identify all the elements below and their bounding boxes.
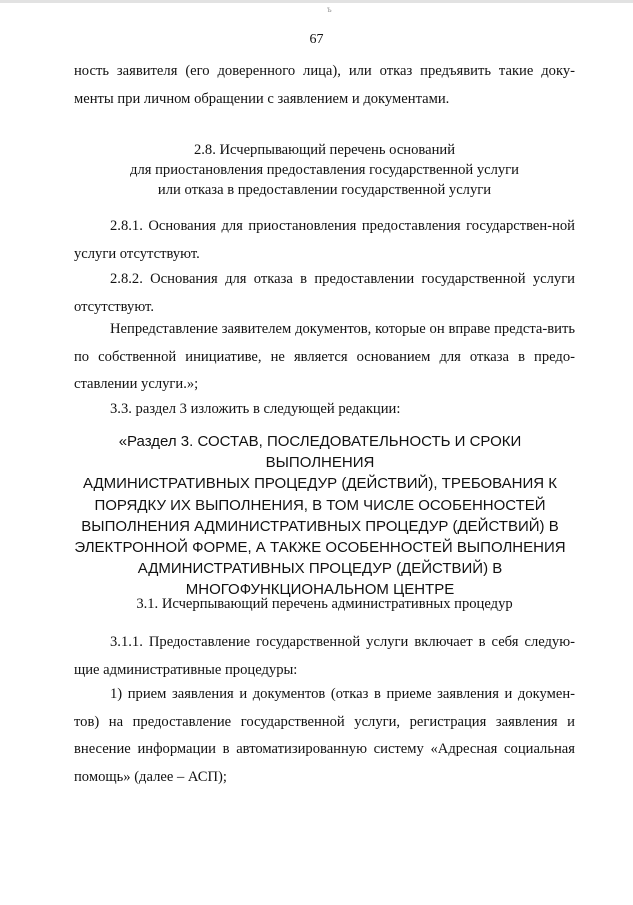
scan-edge	[0, 0, 633, 3]
paragraph: 2.8.2. Основания для отказа в предоставлении государственной услуги отсутствуют.	[74, 271, 575, 315]
paragraph: Непредставление заявителем документов, которые он вправе предста-вить по собственной инициативе, не является основанием для отказа в предо-ставлении услуги.»;	[74, 321, 575, 392]
paragraph: ность заявителя (его доверенного лица), или отказ предъявить такие доку-менты при личном обращении с заявлением и документами.	[74, 63, 575, 107]
heading-line: для приостановления предоставления государственной услуги	[130, 162, 519, 178]
section-3-1-heading	[74, 591, 575, 619]
paragraph: 1) прием заявления и документов (отказ в приеме заявления и докумен-тов) на предоставление государственной услуги, регистрация заявления и внесение информации в автоматизированную систему «Адресная социальная помощь» (далее – АСП);	[74, 686, 575, 785]
section-title-line: АДМИНИСТРАТИВНЫХ ПРОЦЕДУР (ДЕЙСТВИЙ) В	[137, 560, 503, 578]
section-title-line: ВЫПОЛНЕНИЯ АДМИНИСТРАТИВНЫХ ПРОЦЕДУР (ДЕЙСТВИЙ) В	[81, 517, 559, 535]
section-title-line: «Раздел 3. СОСТАВ, ПОСЛЕДОВАТЕЛЬНОСТЬ И СРОКИ ВЫПОЛНЕНИЯ	[118, 433, 522, 472]
scan-speck: ъ	[327, 4, 332, 14]
paragraph-2-8-1	[74, 213, 575, 268]
paragraph-continuation	[74, 58, 575, 113]
section-title-line: ПОРЯДКУ ИХ ВЫПОЛНЕНИЯ, В ТОМ ЧИСЛЕ ОСОБЕННОСТЕЙ	[94, 496, 546, 514]
paragraph-nepredstavlenie	[74, 316, 575, 399]
section-2-8-heading	[74, 140, 575, 200]
heading-line: или отказа в предоставлении государственной услуги	[157, 182, 492, 198]
page-number: 67	[309, 32, 324, 47]
paragraph-3-3	[74, 396, 575, 424]
section-title-line: АДМИНИСТРАТИВНЫХ ПРОЦЕДУР (ДЕЙСТВИЙ), ТРЕБОВАНИЯ К	[82, 475, 558, 493]
paragraph: 2.8.1. Основания для приостановления предоставления государствен-ной услуги отсутствуют.	[74, 218, 575, 262]
section-3-title	[64, 431, 576, 601]
paragraph: 3.1.1. Предоставление государственной услуги включает в себя следую-щие административные процедуры:	[74, 634, 575, 678]
heading-line: 2.8. Исчерпывающий перечень оснований	[193, 142, 456, 158]
section-title-line: ЭЛЕКТРОННОЙ ФОРМЕ, А ТАКЖЕ ОСОБЕННОСТЕЙ ВЫПОЛНЕНИЯ	[74, 539, 566, 557]
paragraph-item-1	[74, 681, 575, 791]
paragraph-2-8-2	[74, 266, 575, 321]
section-title-line: МНОГОФУНКЦИОНАЛЬНОМ ЦЕНТРЕ	[185, 581, 455, 599]
paragraph: 3.3. раздел 3 изложить в следующей редакции:	[110, 401, 401, 417]
heading-line: 3.1. Исчерпывающий перечень административных процедур	[136, 596, 513, 612]
paragraph-3-1-1	[74, 629, 575, 684]
